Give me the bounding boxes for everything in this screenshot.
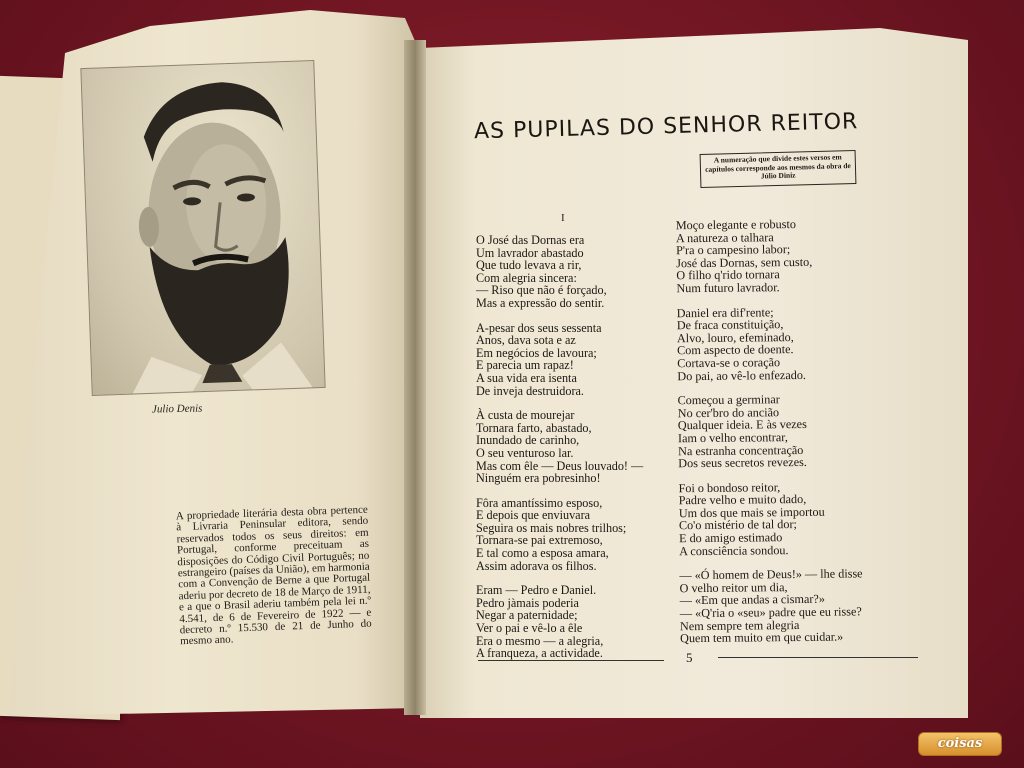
poem-line: — «Q'ria o «seu» padre que eu risse?: [679, 604, 862, 621]
poem-line: Mas com êle — Deus louvado! —: [476, 458, 644, 473]
poem-line: E depois que enviuvara: [476, 508, 591, 523]
poem-line: O seu venturoso lar.: [476, 445, 574, 460]
poem-line: P'ra o campesino labor;: [675, 242, 791, 258]
poem-line: O filho q'rido tornara: [676, 267, 780, 283]
poem-line: E do amigo estimado: [678, 530, 783, 546]
poem-line: Inundado de carinho,: [476, 433, 580, 448]
poem-line: Em negócios de lavoura;: [476, 345, 597, 360]
author-portrait: [80, 60, 325, 396]
poem-line: No cer'bro do ancião: [677, 404, 780, 420]
poem-line: A franqueza, a actividade.: [476, 646, 603, 661]
poem-line: O velho reitor um dia,: [679, 579, 788, 596]
poem-stanza: [476, 497, 676, 573]
poem-line: E tal como a esposa amara,: [476, 546, 609, 561]
poem-line: Quem tem muito em que cuidar.»: [680, 629, 844, 646]
poem-stanza: [678, 479, 919, 557]
book-gutter: [404, 40, 426, 715]
poem-line: Dos seus secretos revezes.: [678, 455, 807, 471]
poem-line: Que tudo levava a rir,: [476, 258, 582, 273]
poem-column-right: [676, 217, 921, 657]
poem-line: José das Dornas, sem custo,: [676, 254, 813, 271]
poem-line: Um dos que mais se importou: [678, 504, 825, 521]
poem-line: O José das Dornas era: [476, 233, 585, 247]
poem-stanza: [678, 392, 919, 470]
page-title: AS PUPILAS DO SENHOR REITOR: [473, 109, 859, 145]
poem-line: — «Ó homem de Deus!» — lhe disse: [679, 566, 863, 583]
poem-line: A sua vida era isenta: [476, 370, 577, 385]
poem-line: — Riso que não é forçado,: [476, 283, 607, 298]
poem-line: Tornara farto, abastado,: [476, 420, 592, 435]
poem-stanza: [476, 322, 676, 398]
poem-line: Um lavrador abastado: [476, 245, 584, 260]
poem-line: De fraca constituição,: [676, 317, 784, 333]
poem-line: Ver o pai e vê-lo a êle: [476, 621, 583, 636]
poem-stanza: [476, 234, 676, 310]
poem-stanza: [676, 217, 917, 295]
poem-line: Num futuro lavrador.: [676, 280, 780, 296]
poem-line: Alvo, louro, efeminado,: [676, 329, 794, 346]
poem-line: — «Em que andas a cismar?»: [679, 592, 825, 608]
page-number: 5: [686, 650, 693, 665]
poem-stanza: [677, 304, 918, 382]
poem-line: Eram — Pedro e Daniel.: [476, 583, 597, 598]
poem-line: Era o mesmo — a alegria,: [476, 633, 604, 648]
poem-line: Tornara-se pai extremoso,: [476, 533, 603, 548]
poem-line: Nem sempre tem alegria: [679, 617, 800, 633]
poem-line: Com aspecto de doente.: [677, 342, 794, 358]
poem-line: Moço elegante e robusto: [675, 217, 797, 233]
poem-line: Iam o velho encontrar,: [677, 430, 788, 446]
poem-line: Pedro jàmais poderia: [476, 595, 579, 610]
poem-line: A consciência sondou.: [679, 542, 789, 558]
poem-line: Cortava-se o coração: [677, 355, 781, 371]
poem-line: Daniel era dif'rente;: [676, 304, 774, 320]
poem-stanza: [476, 409, 676, 485]
poem-line: Fôra amantíssimo esposo,: [476, 495, 603, 510]
bottom-rule-left: [478, 660, 664, 661]
poem-line: À custa de mourejar: [476, 408, 575, 423]
poem-line: A natureza o talhara: [675, 229, 774, 245]
poem-column-left: [476, 234, 676, 672]
poem-line: Padre velho e muito dado,: [678, 492, 807, 508]
poem-line: Co'o mistério de tal dor;: [678, 517, 797, 533]
poem-line: Mas a expressão do sentir.: [476, 295, 605, 310]
poem-stanza: [476, 584, 676, 660]
poem-line: Ninguém era pobresinho!: [476, 471, 601, 486]
chapter-number: I: [561, 212, 565, 224]
copyright-notice: A propriedade literária desta obra pertence à Livraria Peninsular editora, sendo reservados todos os seus direitos: em Portugal, conforme preceituam as disposições do Código Civil Português; no estrangeiro (países da União), em harmonia com a Convenção de Berne a que Portugal aderiu por decreto de 18 de Março de 1911, e a que o Brasil aderiu também pela lei n.º 4.541, de 6 de Fevereiro de 1922 — e decreto n.º 15.530 de 21 de Junho do mesmo ano.: [175, 503, 372, 648]
chapter-note-box: A numeração que divide estes versos em capítulos corresponde aos mesmos da obra de Júlio Diniz: [700, 150, 857, 188]
poem-stanza: [679, 567, 920, 645]
bottom-rule-right: [718, 657, 918, 658]
poem-line: De inveja destruidora.: [476, 383, 584, 398]
poem-line: Assim adorava os filhos.: [476, 558, 597, 573]
poem-line: Foi o bondoso reitor,: [678, 479, 781, 495]
poem-line: Anos, dava sota e az: [476, 333, 576, 348]
portrait-drawing: [81, 61, 324, 395]
poem-line: E parecia um rapaz!: [476, 358, 574, 373]
portrait-caption: Julio Denis: [151, 402, 203, 416]
poem-line: Seguira os mais nobres trilhos;: [476, 520, 627, 535]
poem-line: Começou a germinar: [677, 392, 780, 408]
poem-line: Com alegria sincera:: [476, 270, 577, 285]
poem-line: Do pai, ao vê-lo enfezado.: [677, 367, 807, 383]
poem-line: Qualquer ideia. E às vezes: [677, 417, 807, 433]
watermark-logo: coisas: [918, 732, 1002, 756]
poem-line: Na estranha concentração: [678, 442, 804, 458]
poem-line: A-pesar dos seus sessenta: [476, 320, 602, 335]
poem-line: Negar a paternidade;: [476, 608, 578, 623]
